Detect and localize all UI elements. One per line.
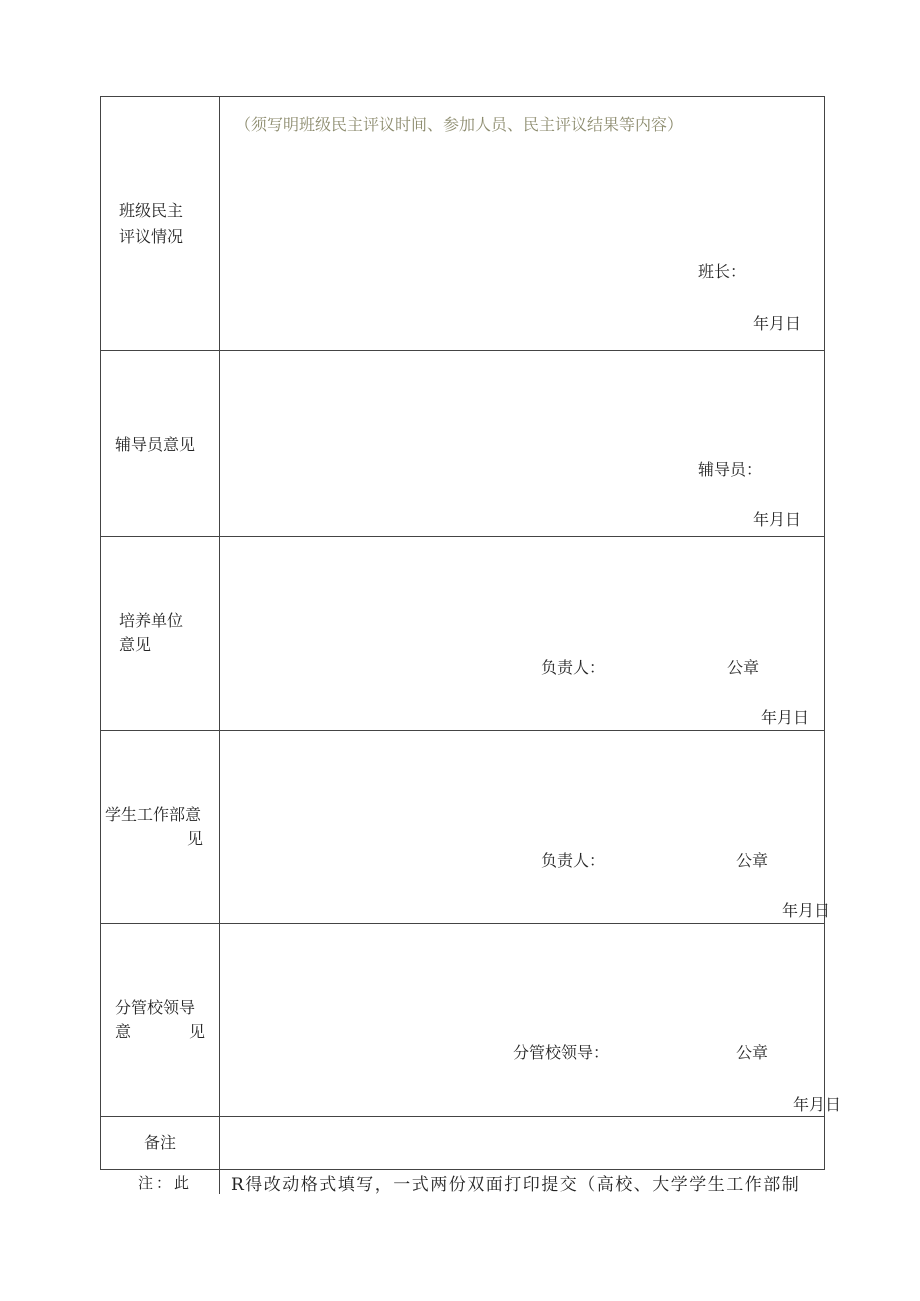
student-affairs-opinion-content[interactable] <box>220 731 831 923</box>
row-school-leader-opinion <box>101 924 842 1117</box>
row-label-line: 见 <box>188 1022 205 1041</box>
counselor-opinion-content[interactable] <box>220 351 824 536</box>
row-label-line: 评议情况 <box>119 227 184 246</box>
seal-label: 公章 <box>736 851 769 870</box>
row-label-line: 备注 <box>144 1133 177 1152</box>
row-label-line: 意见 <box>119 635 152 654</box>
approval-form-table <box>100 96 842 1170</box>
footnote-label: 注：此 <box>138 1174 193 1192</box>
row-label-line: 意 <box>115 1022 132 1041</box>
training-unit-opinion-content[interactable] <box>220 537 824 730</box>
label-cell <box>101 1117 220 1169</box>
footnote-divider <box>219 1170 220 1194</box>
row-counselor-opinion <box>101 351 824 537</box>
school-leader-opinion-content[interactable] <box>220 924 842 1116</box>
row-student-affairs-opinion <box>101 731 831 924</box>
class-review-content[interactable] <box>220 97 824 350</box>
row-remarks <box>101 1117 824 1169</box>
row-label-line: 见 <box>187 829 204 848</box>
label-spread-line <box>115 1020 205 1044</box>
footnote-text: R得改动格式填写，一式两份双面打印提交（高校、大学学生工作部制 <box>231 1175 801 1195</box>
signer-label: 分管校领导： <box>513 1043 610 1062</box>
signer-label: 班长： <box>698 262 747 281</box>
signer-label: 辅导员： <box>698 460 763 479</box>
label-cell <box>101 731 220 923</box>
row-label-line: 辅导员意见 <box>115 435 196 454</box>
date-label: 年月日 <box>782 901 831 920</box>
remarks-content[interactable] <box>220 1117 824 1169</box>
label-cell <box>101 97 220 350</box>
date-label: 年月日 <box>793 1095 842 1114</box>
label-cell <box>101 924 220 1116</box>
seal-label: 公章 <box>736 1043 769 1062</box>
signer-label: 负责人： <box>541 658 606 677</box>
signer-label: 负责人： <box>541 851 606 870</box>
label-cell <box>101 537 220 730</box>
row-class-review <box>101 97 824 351</box>
row-label-line: 学生工作部意 <box>105 805 202 824</box>
footnote <box>100 1170 825 1194</box>
row-label-line: 班级民主 <box>119 201 184 220</box>
seal-label: 公章 <box>727 658 760 677</box>
instruction-hint: （须写明班级民主评议时间、参加人员、民主评议结果等内容） <box>235 115 684 134</box>
label-cell <box>101 351 220 536</box>
date-label: 年月日 <box>753 314 802 333</box>
date-label: 年月日 <box>753 510 802 529</box>
row-label-line: 培养单位 <box>119 611 184 630</box>
row-training-unit-opinion <box>101 537 824 731</box>
date-label: 年月日 <box>761 708 810 727</box>
row-label-line: 分管校领导 <box>115 998 196 1017</box>
